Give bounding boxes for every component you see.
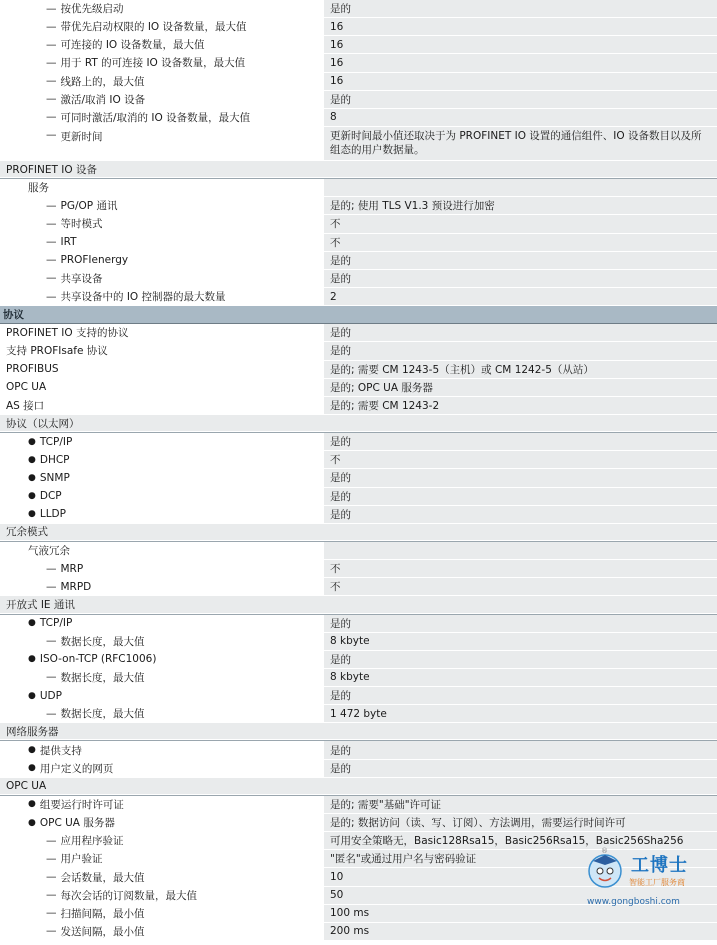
spec-label: 服务 xyxy=(28,182,49,195)
spec-row xyxy=(0,596,717,614)
dash-icon: — xyxy=(46,852,57,865)
spec-value-cell xyxy=(324,615,717,633)
spec-value: 是的 xyxy=(330,472,351,485)
spec-label-cell xyxy=(0,832,318,850)
spec-row xyxy=(0,488,717,506)
spec-label: 线路上的，最大值 xyxy=(60,75,145,88)
spec-label-cell xyxy=(0,179,318,197)
spec-value: 是的 xyxy=(330,690,351,703)
spec-value: "匿名"或通过用户名与密码验证 xyxy=(330,853,477,866)
spec-value-cell xyxy=(324,0,717,18)
spec-value-cell xyxy=(318,778,717,795)
spec-row xyxy=(0,433,717,451)
spec-value-cell xyxy=(324,73,717,91)
spec-value: 100 ms xyxy=(330,907,370,920)
spec-value: 50 xyxy=(330,889,344,902)
spec-value-cell xyxy=(324,270,717,288)
spec-label-cell xyxy=(0,615,318,633)
spec-value-cell xyxy=(324,814,717,832)
dash-icon: — xyxy=(46,56,57,69)
spec-value: 是的 xyxy=(330,762,351,775)
spec-value: 不 xyxy=(330,454,341,467)
dash-icon: — xyxy=(46,671,57,684)
spec-label-cell xyxy=(0,397,318,415)
spec-label: AS 接口 xyxy=(6,399,45,412)
spec-label-cell xyxy=(0,342,318,360)
spec-label: DCP xyxy=(39,490,62,503)
dash-icon: — xyxy=(46,20,57,33)
spec-row xyxy=(0,524,717,542)
spec-value: 是的 xyxy=(330,93,351,106)
spec-label-cell xyxy=(0,54,318,72)
bullet-icon: ● xyxy=(28,454,36,465)
spec-label: PROFINET IO 支持的协议 xyxy=(6,327,129,340)
spec-value: 不 xyxy=(330,563,341,576)
spec-label: PG/OP 通讯 xyxy=(60,200,118,213)
registered-mark: ® xyxy=(601,847,608,855)
spec-row xyxy=(0,0,717,18)
spec-row xyxy=(0,215,717,233)
spec-label-cell xyxy=(0,488,318,506)
spec-value-cell xyxy=(324,651,717,669)
bullet-icon: ● xyxy=(28,745,36,756)
spec-value: 10 xyxy=(330,871,344,884)
spec-value: 是的 xyxy=(330,3,351,16)
spec-label: 每次会话的订阅数量，最大值 xyxy=(60,889,197,902)
spec-row xyxy=(0,705,717,723)
spec-label-cell xyxy=(0,324,318,342)
spec-value: 是的; 使用 TLS V1.3 预设进行加密 xyxy=(330,200,495,213)
spec-value-cell xyxy=(324,796,717,814)
spec-value: 是的; 需要 CM 1243-2 xyxy=(330,399,440,412)
spec-value-cell xyxy=(324,506,717,524)
spec-value: 是的 xyxy=(330,617,351,630)
spec-label-cell xyxy=(0,361,318,379)
spec-value: 200 ms xyxy=(330,925,370,938)
spec-value-cell xyxy=(324,54,717,72)
spec-value: 2 xyxy=(330,290,337,303)
bullet-icon: ● xyxy=(28,690,36,701)
spec-label: DHCP xyxy=(39,453,70,466)
spec-value: 8 kbyte xyxy=(330,671,370,684)
spec-value-cell xyxy=(324,578,717,596)
bullet-icon: ● xyxy=(28,472,36,483)
spec-label: 冗余模式 xyxy=(6,526,48,539)
spec-label-cell xyxy=(0,905,318,923)
bullet-icon: ● xyxy=(28,654,36,665)
spec-label: 数据长度，最大值 xyxy=(60,671,145,684)
spec-row xyxy=(0,179,717,197)
dash-icon: — xyxy=(46,925,57,938)
dash-icon: — xyxy=(46,562,57,575)
spec-value: 是的 xyxy=(330,272,351,285)
spec-row xyxy=(0,469,717,487)
mascot-icon xyxy=(583,849,627,893)
spec-label-cell xyxy=(0,796,318,814)
watermark-url: www.gongboshi.com xyxy=(587,897,680,907)
spec-label-cell xyxy=(0,252,318,270)
spec-row xyxy=(0,796,717,814)
spec-value: 是的 xyxy=(330,653,351,666)
bullet-icon: ● xyxy=(28,436,36,447)
spec-label: OPC UA 服务器 xyxy=(39,817,115,830)
spec-label: MRPD xyxy=(60,580,92,593)
spec-value: 是的; 需要"基础"许可证 xyxy=(330,798,442,811)
spec-label: 气液冗余 xyxy=(28,545,70,557)
spec-row xyxy=(0,578,717,596)
spec-value-cell xyxy=(324,832,717,850)
spec-row xyxy=(0,397,717,415)
spec-row xyxy=(0,73,717,91)
spec-value: 1 472 byte xyxy=(330,707,387,720)
spec-value-cell xyxy=(324,687,717,705)
spec-label-cell xyxy=(0,0,318,18)
spec-value: 更新时间最小值还取决于为 PROFINET IO 设置的通信组件、IO 设备数目以及所组态的用户数据量。 xyxy=(330,129,702,156)
spec-value: 是的 xyxy=(330,345,351,358)
spec-label: 提供支持 xyxy=(39,744,82,757)
dash-icon: — xyxy=(46,635,57,648)
spec-value-cell xyxy=(324,36,717,54)
spec-value: 16 xyxy=(330,38,344,51)
spec-value-cell xyxy=(324,127,717,161)
spec-label: ISO-on-TCP (RFC1006) xyxy=(39,653,157,666)
spec-value-cell xyxy=(324,91,717,109)
spec-label-cell xyxy=(0,91,318,109)
spec-label-cell xyxy=(0,270,318,288)
spec-label: 等时模式 xyxy=(60,218,103,231)
dash-icon: — xyxy=(46,111,57,124)
spec-row xyxy=(0,451,717,469)
dash-icon: — xyxy=(46,907,57,920)
spec-label-cell xyxy=(0,868,318,886)
dash-icon: — xyxy=(46,236,57,249)
spec-label-cell xyxy=(0,215,318,233)
spec-value: 是的 xyxy=(330,744,351,757)
spec-label-cell xyxy=(0,578,318,596)
spec-value-cell xyxy=(324,669,717,687)
spec-row xyxy=(0,814,717,832)
spec-value-cell xyxy=(324,488,717,506)
spec-label: 用户定义的网页 xyxy=(39,762,114,775)
dash-icon: — xyxy=(46,199,57,212)
bullet-icon: ● xyxy=(28,799,36,810)
spec-label: IRT xyxy=(60,236,77,249)
spec-label-cell xyxy=(0,778,318,795)
spec-row xyxy=(0,723,717,741)
spec-row xyxy=(0,197,717,215)
spec-label: 按优先级启动 xyxy=(60,3,124,16)
spec-row xyxy=(0,687,717,705)
spec-label-cell xyxy=(0,687,318,705)
spec-value-cell xyxy=(324,379,717,397)
spec-value-cell xyxy=(324,324,717,342)
spec-label-cell xyxy=(0,741,318,759)
spec-value: 不 xyxy=(330,218,341,231)
spec-label: PROFIBUS xyxy=(6,363,59,376)
bullet-icon: ● xyxy=(28,618,36,629)
spec-value-cell xyxy=(318,161,717,178)
spec-row xyxy=(0,832,717,850)
spec-label-cell xyxy=(0,669,318,687)
spec-row xyxy=(0,306,717,324)
spec-label-cell xyxy=(0,109,318,127)
dash-icon: — xyxy=(46,290,57,303)
spec-value-cell xyxy=(324,923,717,941)
spec-label-cell xyxy=(0,542,318,560)
dash-icon: — xyxy=(46,128,57,141)
dash-icon: — xyxy=(46,2,57,15)
spec-row xyxy=(0,127,717,161)
spec-label-cell xyxy=(0,288,318,306)
spec-label: 应用程序验证 xyxy=(60,835,124,848)
spec-label: 共享设备中的 IO 控制器的最大数量 xyxy=(60,291,226,304)
spec-label: TCP/IP xyxy=(39,617,73,630)
spec-label-cell xyxy=(0,723,318,740)
spec-label-cell xyxy=(0,433,318,451)
dash-icon: — xyxy=(46,834,57,847)
spec-value-cell xyxy=(324,397,717,415)
bullet-icon: ● xyxy=(28,763,36,774)
spec-row xyxy=(0,54,717,72)
spec-value-cell xyxy=(324,760,717,778)
spec-value: 16 xyxy=(330,56,344,69)
dash-icon: — xyxy=(46,75,57,88)
spec-label: PROFIenergy xyxy=(60,254,129,267)
spec-label-cell xyxy=(0,814,318,832)
spec-row xyxy=(0,542,717,560)
spec-value-cell xyxy=(318,524,717,541)
spec-value-cell xyxy=(324,18,717,36)
spec-value: 8 xyxy=(330,111,337,124)
section-title: 协议 xyxy=(3,309,24,322)
spec-label-cell xyxy=(0,127,318,161)
spec-label-cell xyxy=(0,850,318,868)
spec-label: 组要运行时许可证 xyxy=(39,798,124,811)
spec-value-cell xyxy=(324,560,717,578)
dash-icon: — xyxy=(46,871,57,884)
watermark-tagline: 智能工厂服务商 xyxy=(629,878,685,887)
spec-row xyxy=(0,109,717,127)
spec-value-cell xyxy=(324,179,717,197)
spec-row xyxy=(0,506,717,524)
spec-value: 是的 xyxy=(330,490,351,503)
bullet-icon: ● xyxy=(28,817,36,828)
spec-label: 扫描间隔，最小值 xyxy=(60,907,145,920)
spec-label-cell xyxy=(0,451,318,469)
bullet-icon: ● xyxy=(28,491,36,502)
spec-row xyxy=(0,633,717,651)
spec-label-cell xyxy=(0,18,318,36)
spec-label-cell xyxy=(0,651,318,669)
spec-label-cell xyxy=(0,234,318,252)
spec-label: 网络服务器 xyxy=(6,725,59,738)
spec-label: 可连接的 IO 设备数量，最大值 xyxy=(60,39,205,52)
spec-value-cell xyxy=(324,234,717,252)
watermark-logo xyxy=(579,849,709,919)
spec-value-cell xyxy=(324,252,717,270)
spec-label-cell xyxy=(0,506,318,524)
spec-value-cell xyxy=(324,469,717,487)
spec-value-cell xyxy=(324,197,717,215)
spec-label: 激活/取消 IO 设备 xyxy=(60,93,146,106)
spec-value-cell xyxy=(324,109,717,127)
spec-label-cell xyxy=(0,760,318,778)
spec-label: TCP/IP xyxy=(39,435,73,448)
dash-icon: — xyxy=(46,254,57,267)
spec-value-cell xyxy=(324,215,717,233)
spec-row xyxy=(0,615,717,633)
spec-row xyxy=(0,778,717,796)
spec-value-cell xyxy=(324,542,717,560)
spec-row xyxy=(0,324,717,342)
spec-label-cell xyxy=(0,469,318,487)
spec-row xyxy=(0,379,717,397)
spec-row xyxy=(0,252,717,270)
spec-label: 支持 PROFIsafe 协议 xyxy=(6,345,108,358)
spec-value-cell xyxy=(324,451,717,469)
spec-label-cell xyxy=(0,560,318,578)
spec-label: 共享设备 xyxy=(60,272,103,285)
spec-label-cell xyxy=(0,36,318,54)
spec-row xyxy=(0,361,717,379)
spec-label: OPC UA xyxy=(6,381,47,394)
spec-row xyxy=(0,36,717,54)
dash-icon: — xyxy=(46,580,57,593)
spec-label: MRP xyxy=(60,562,84,575)
spec-value-cell xyxy=(318,723,717,740)
spec-label: 可同时激活/取消的 IO 设备数量，最大值 xyxy=(60,111,251,124)
spec-label: UDP xyxy=(39,689,62,702)
spec-value: 是的 xyxy=(330,436,351,449)
spec-label: 会话数量，最大值 xyxy=(60,871,145,884)
spec-value-cell xyxy=(324,633,717,651)
spec-label-cell xyxy=(0,887,318,905)
dash-icon: — xyxy=(46,93,57,106)
spec-label: 用户验证 xyxy=(60,853,103,866)
bullet-icon: ● xyxy=(28,509,36,520)
spec-value-cell xyxy=(324,361,717,379)
spec-row xyxy=(0,760,717,778)
spec-value-cell xyxy=(324,705,717,723)
spec-value: 8 kbyte xyxy=(330,635,370,648)
spec-label: 数据长度，最大值 xyxy=(60,708,145,721)
spec-row xyxy=(0,18,717,36)
dash-icon: — xyxy=(46,889,57,902)
spec-row xyxy=(0,560,717,578)
dash-icon: — xyxy=(46,272,57,285)
spec-row xyxy=(0,91,717,109)
spec-row xyxy=(0,651,717,669)
spec-label-cell xyxy=(0,197,318,215)
spec-label-cell xyxy=(0,415,318,432)
dash-icon: — xyxy=(46,38,57,51)
spec-value: 是的 xyxy=(330,254,351,267)
spec-label-cell xyxy=(0,161,318,178)
spec-value: 是的 xyxy=(330,327,351,340)
spec-row xyxy=(0,161,717,179)
spec-label-cell xyxy=(0,923,318,941)
spec-label: 用于 RT 的可连接 IO 设备数量，最大值 xyxy=(60,57,246,70)
spec-value-cell xyxy=(324,433,717,451)
spec-value-cell xyxy=(324,342,717,360)
watermark-brand: 工博士 xyxy=(631,855,688,876)
spec-value-cell xyxy=(324,288,717,306)
spec-row xyxy=(0,342,717,360)
spec-value: 16 xyxy=(330,20,344,33)
spec-value: 不 xyxy=(330,581,341,594)
spec-row xyxy=(0,923,717,941)
spec-row xyxy=(0,415,717,433)
spec-value: 是的; 需要 CM 1243-5（主机）或 CM 1242-5（从站） xyxy=(330,363,594,376)
spec-label: LLDP xyxy=(39,508,66,521)
spec-label: PROFINET IO 设备 xyxy=(6,163,97,176)
spec-value-cell xyxy=(318,596,717,613)
spec-row xyxy=(0,741,717,759)
spec-label-cell xyxy=(0,596,318,613)
spec-value: 可用安全策略无，Basic128Rsa15，Basic256Rsa15，Basic256Sha256 xyxy=(330,835,684,848)
spec-label: 带优先启动权限的 IO 设备数量，最大值 xyxy=(60,21,247,34)
spec-label: 开放式 IE 通讯 xyxy=(6,598,75,611)
dash-icon: — xyxy=(46,217,57,230)
spec-value-cell xyxy=(318,415,717,432)
spec-label: 协议（以太网） xyxy=(6,417,80,430)
spec-label-cell xyxy=(0,379,318,397)
spec-label: 更新时间 xyxy=(60,130,103,143)
spec-label-cell xyxy=(0,705,318,723)
spec-row xyxy=(0,288,717,306)
spec-row xyxy=(0,234,717,252)
spec-value: 是的 xyxy=(330,508,351,521)
spec-value: 是的; 数据访问（读、写、订阅）、方法调用，需要运行时间许可 xyxy=(330,817,626,830)
spec-row xyxy=(0,669,717,687)
spec-value: 不 xyxy=(330,236,341,249)
spec-label-cell xyxy=(0,73,318,91)
spec-value: 是的; OPC UA 服务器 xyxy=(330,381,433,394)
spec-label-cell xyxy=(0,524,318,541)
dash-icon: — xyxy=(46,707,57,720)
spec-label: OPC UA xyxy=(6,779,47,792)
spec-label: 发送间隔，最小值 xyxy=(60,925,145,938)
spec-value-cell xyxy=(324,741,717,759)
spec-label: SNMP xyxy=(39,471,70,484)
spec-label-cell xyxy=(0,633,318,651)
spec-value: 16 xyxy=(330,75,344,88)
spec-row xyxy=(0,270,717,288)
spec-label: 数据长度，最大值 xyxy=(60,635,145,648)
